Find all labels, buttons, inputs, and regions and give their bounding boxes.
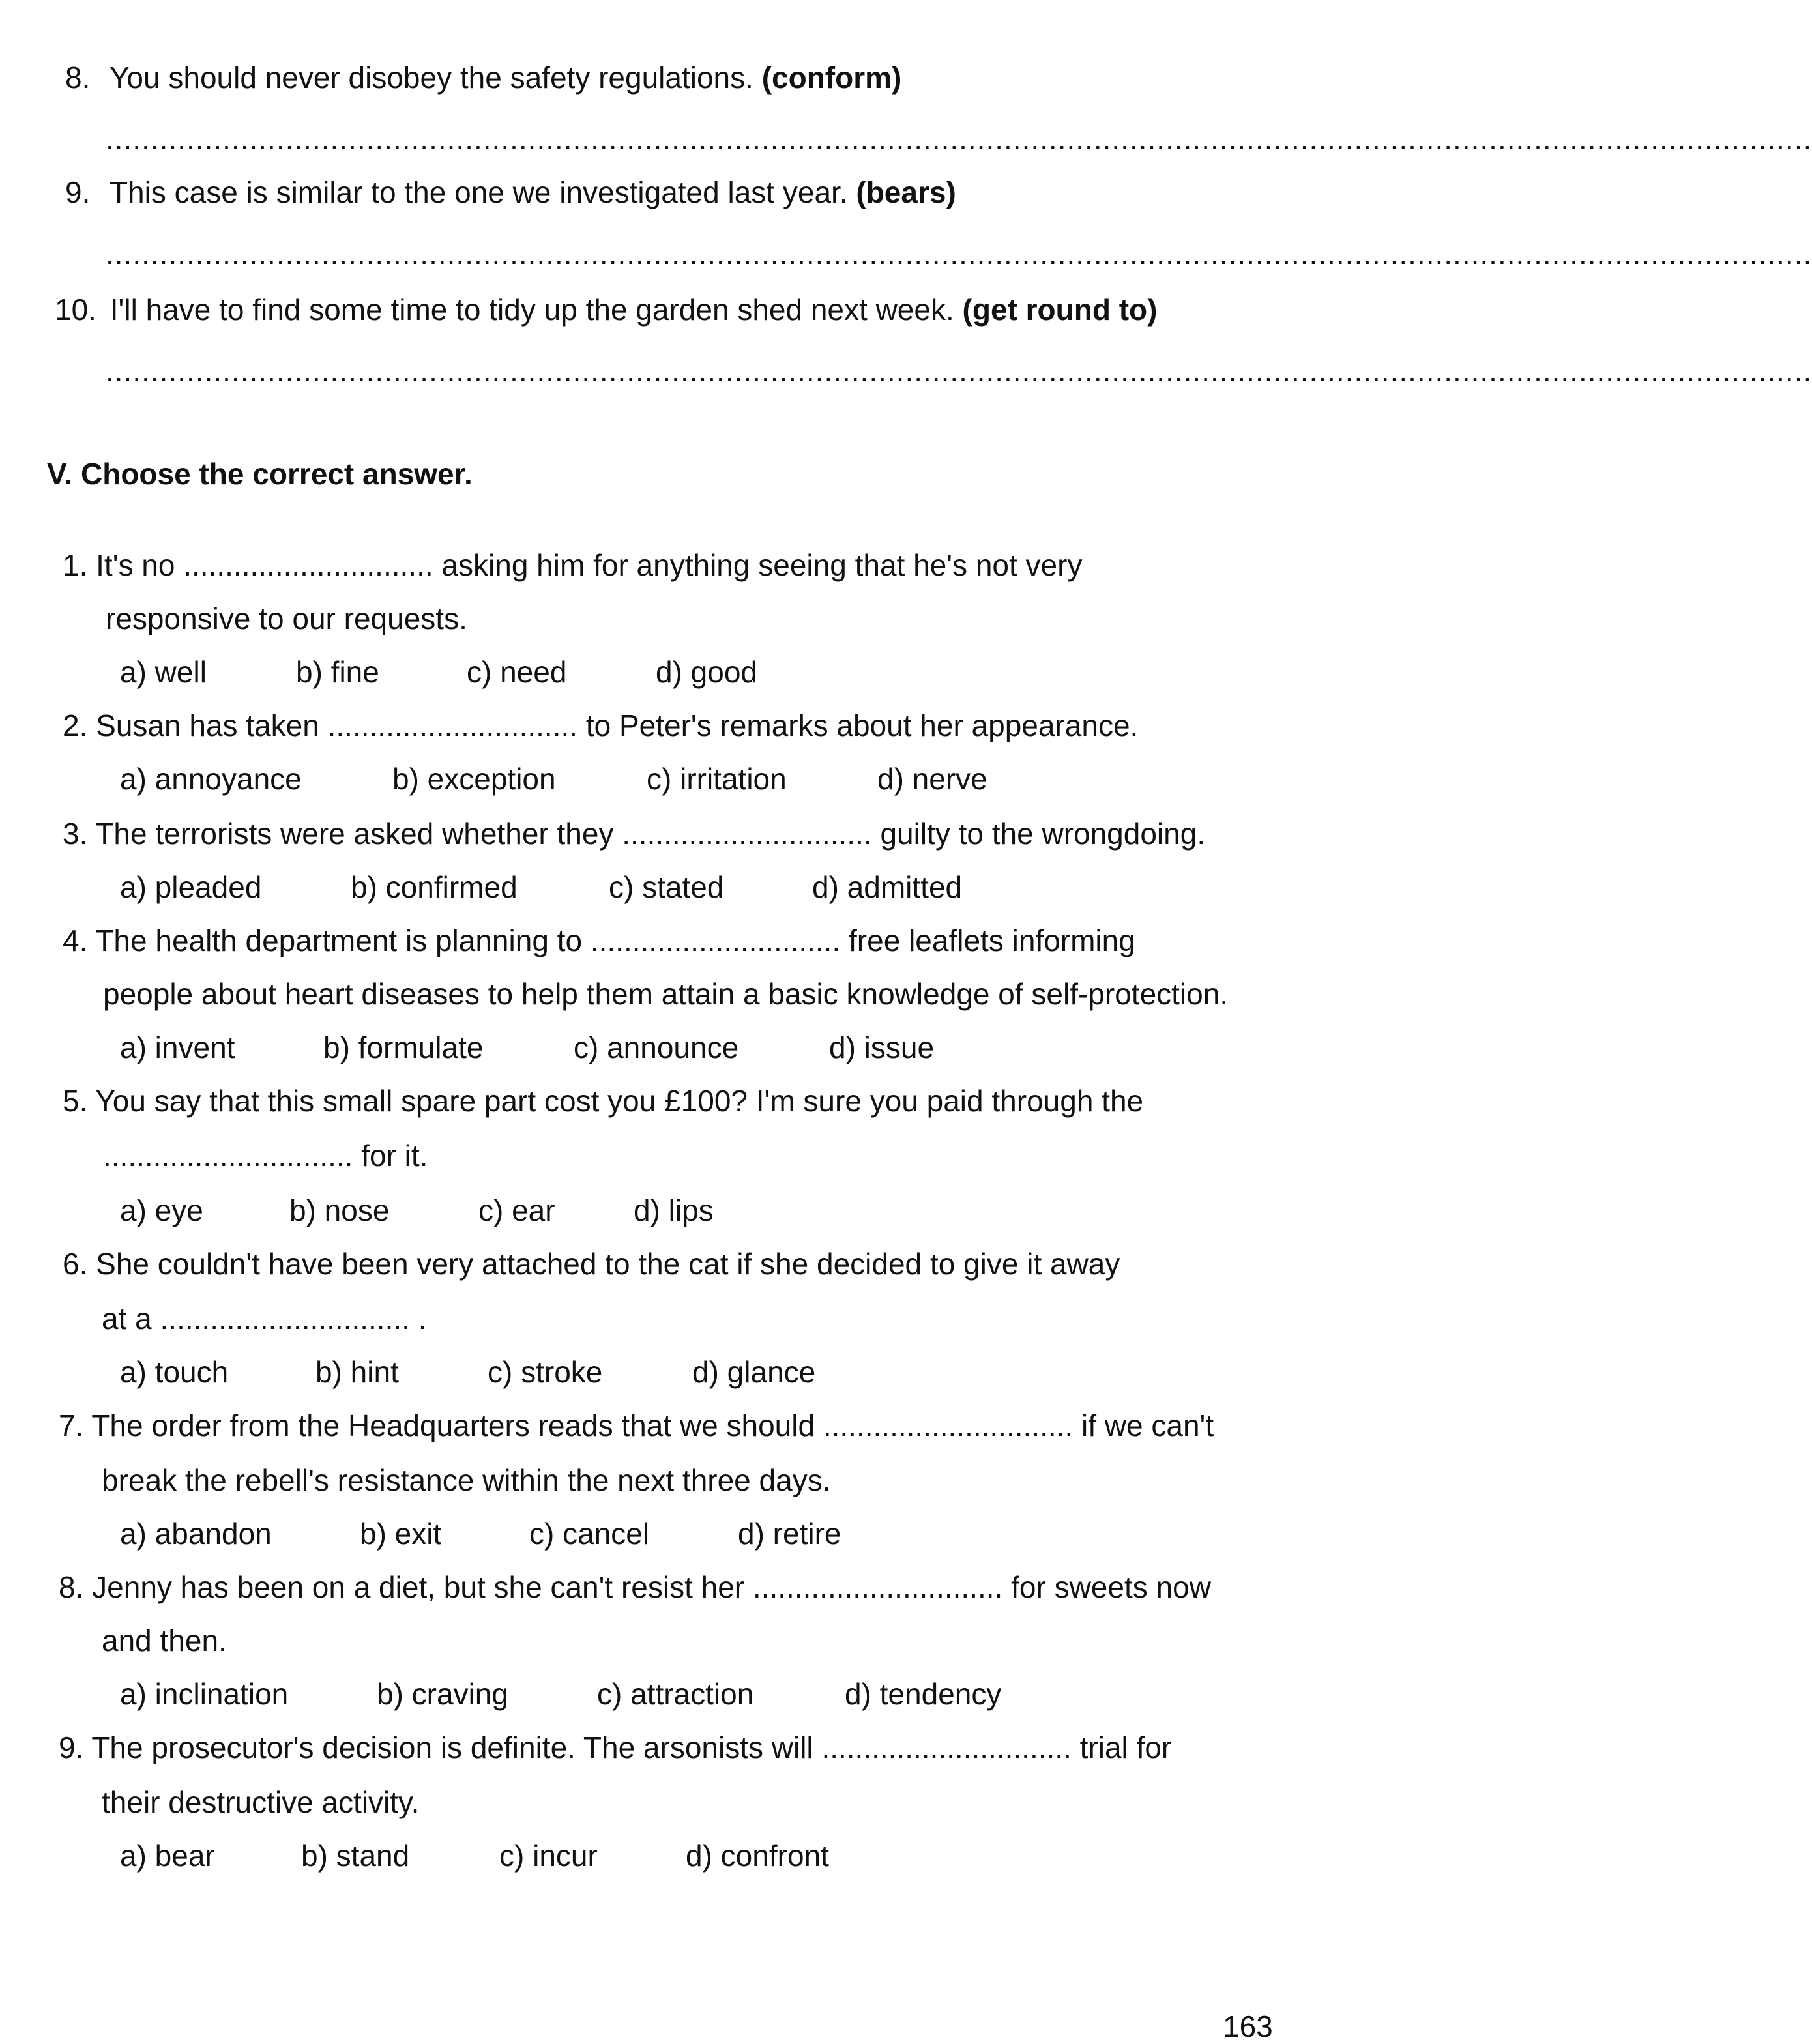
option-c[interactable]: c) incur bbox=[499, 1839, 598, 1873]
option-b[interactable]: b) craving bbox=[377, 1677, 508, 1711]
rewrite-item-8: 8. You should never disobey the safety regulations. (conform) bbox=[65, 61, 902, 95]
option-c[interactable]: c) need bbox=[467, 655, 567, 689]
page-number: 163 bbox=[1223, 2009, 1273, 2043]
question-6: 6. She couldn't have been very attached to the cat if she decided to give it away bbox=[63, 1247, 1120, 1281]
question-5: 5. You say that this small spare part cost you £100? I'm sure you paid through the bbox=[63, 1084, 1144, 1118]
option-b[interactable]: b) confirmed bbox=[351, 870, 518, 904]
option-a[interactable]: a) bear bbox=[120, 1839, 215, 1873]
rewrite-item-10: 10. I'll have to find some time to tidy up the garden shed next week. (get round to) bbox=[55, 293, 1158, 327]
question-7-continued: break the rebell's resistance within the next three days. bbox=[102, 1463, 831, 1497]
option-c[interactable]: c) attraction bbox=[597, 1677, 754, 1711]
option-c[interactable]: c) ear bbox=[478, 1193, 555, 1227]
question-9-continued: their destructive activity. bbox=[102, 1785, 420, 1819]
option-b[interactable]: b) formulate bbox=[323, 1030, 484, 1064]
option-d[interactable]: d) retire bbox=[738, 1517, 841, 1551]
answer-blank[interactable]: .............................. bbox=[183, 548, 433, 582]
option-d[interactable]: d) admitted bbox=[812, 870, 963, 904]
option-b[interactable]: b) nose bbox=[289, 1193, 390, 1227]
question-4: 4. The health department is planning to .............................. free leaflets informing bbox=[63, 924, 1135, 957]
option-a[interactable]: a) well bbox=[120, 655, 207, 689]
option-a[interactable]: a) eye bbox=[120, 1193, 203, 1227]
question-2: 2. Susan has taken .............................. to Peter's remarks about her appearance. bbox=[63, 708, 1139, 742]
rewrite-item-9: 9. This case is similar to the one we investigated last year. (bears) bbox=[65, 175, 956, 209]
question-8: 8. Jenny has been on a diet, but she can't resist her .............................. for sweets now bbox=[59, 1570, 1211, 1604]
option-a[interactable]: a) abandon bbox=[120, 1517, 272, 1551]
option-c[interactable]: c) stroke bbox=[488, 1355, 603, 1389]
option-d[interactable]: d) confront bbox=[686, 1839, 829, 1873]
option-d[interactable]: d) good bbox=[656, 655, 758, 689]
question-4-continued: people about heart diseases to help them attain a basic knowledge of self-protection. bbox=[103, 977, 1229, 1011]
question-5-continued: .............................. for it. bbox=[103, 1139, 428, 1173]
question-6-continued: at a .............................. . bbox=[102, 1302, 427, 1336]
question-1-continued: responsive to our requests. bbox=[106, 602, 467, 635]
option-b[interactable]: b) hint bbox=[315, 1355, 399, 1389]
answer-blank[interactable]: .............................. bbox=[160, 1302, 410, 1336]
option-a[interactable]: a) annoyance bbox=[120, 762, 302, 796]
option-a[interactable]: a) invent bbox=[120, 1030, 235, 1064]
option-c[interactable]: c) stated bbox=[609, 870, 724, 904]
option-c[interactable]: c) announce bbox=[574, 1030, 739, 1064]
answer-line[interactable]: .............................................................................................................................................................................................. bbox=[106, 122, 1812, 156]
question-7: 7. The order from the Headquarters reads that we should .............................. if we can't bbox=[59, 1409, 1214, 1442]
option-c[interactable]: c) cancel bbox=[529, 1517, 650, 1551]
option-a[interactable]: a) inclination bbox=[120, 1677, 289, 1711]
answer-blank[interactable]: .............................. bbox=[327, 708, 578, 742]
answer-blank[interactable]: .............................. bbox=[823, 1409, 1074, 1442]
question-8-continued: and then. bbox=[102, 1624, 227, 1657]
option-b[interactable]: b) exception bbox=[392, 762, 556, 796]
option-d[interactable]: d) nerve bbox=[877, 762, 987, 796]
option-d[interactable]: d) issue bbox=[829, 1030, 935, 1064]
answer-blank[interactable]: .............................. bbox=[590, 924, 841, 957]
option-d[interactable]: d) glance bbox=[692, 1355, 816, 1389]
option-b[interactable]: b) fine bbox=[296, 655, 379, 689]
answer-line[interactable]: .............................................................................................................................................................................................. bbox=[106, 237, 1812, 270]
option-a[interactable]: a) touch bbox=[120, 1355, 229, 1389]
answer-blank[interactable]: .............................. bbox=[622, 817, 872, 851]
answer-line[interactable]: .............................................................................................................................................................................................. bbox=[106, 354, 1812, 388]
answer-blank[interactable]: .............................. bbox=[752, 1570, 1003, 1604]
answer-blank[interactable]: .............................. bbox=[103, 1139, 353, 1173]
question-1: 1. It's no .............................. asking him for anything seeing that he's not very bbox=[63, 548, 1083, 582]
option-b[interactable]: b) stand bbox=[301, 1839, 410, 1873]
answer-blank[interactable]: .............................. bbox=[821, 1730, 1072, 1764]
option-b[interactable]: b) exit bbox=[360, 1517, 442, 1551]
option-c[interactable]: c) irritation bbox=[647, 762, 787, 796]
question-9: 9. The prosecutor's decision is definite. The arsonists will .............................. trial for bbox=[59, 1730, 1172, 1764]
option-d[interactable]: d) lips bbox=[634, 1193, 714, 1227]
question-3: 3. The terrorists were asked whether they .............................. guilty to the wrongdoing. bbox=[63, 817, 1206, 851]
option-a[interactable]: a) pleaded bbox=[120, 870, 262, 904]
section-heading: V. Choose the correct answer. bbox=[47, 457, 473, 491]
option-d[interactable]: d) tendency bbox=[845, 1677, 1002, 1711]
